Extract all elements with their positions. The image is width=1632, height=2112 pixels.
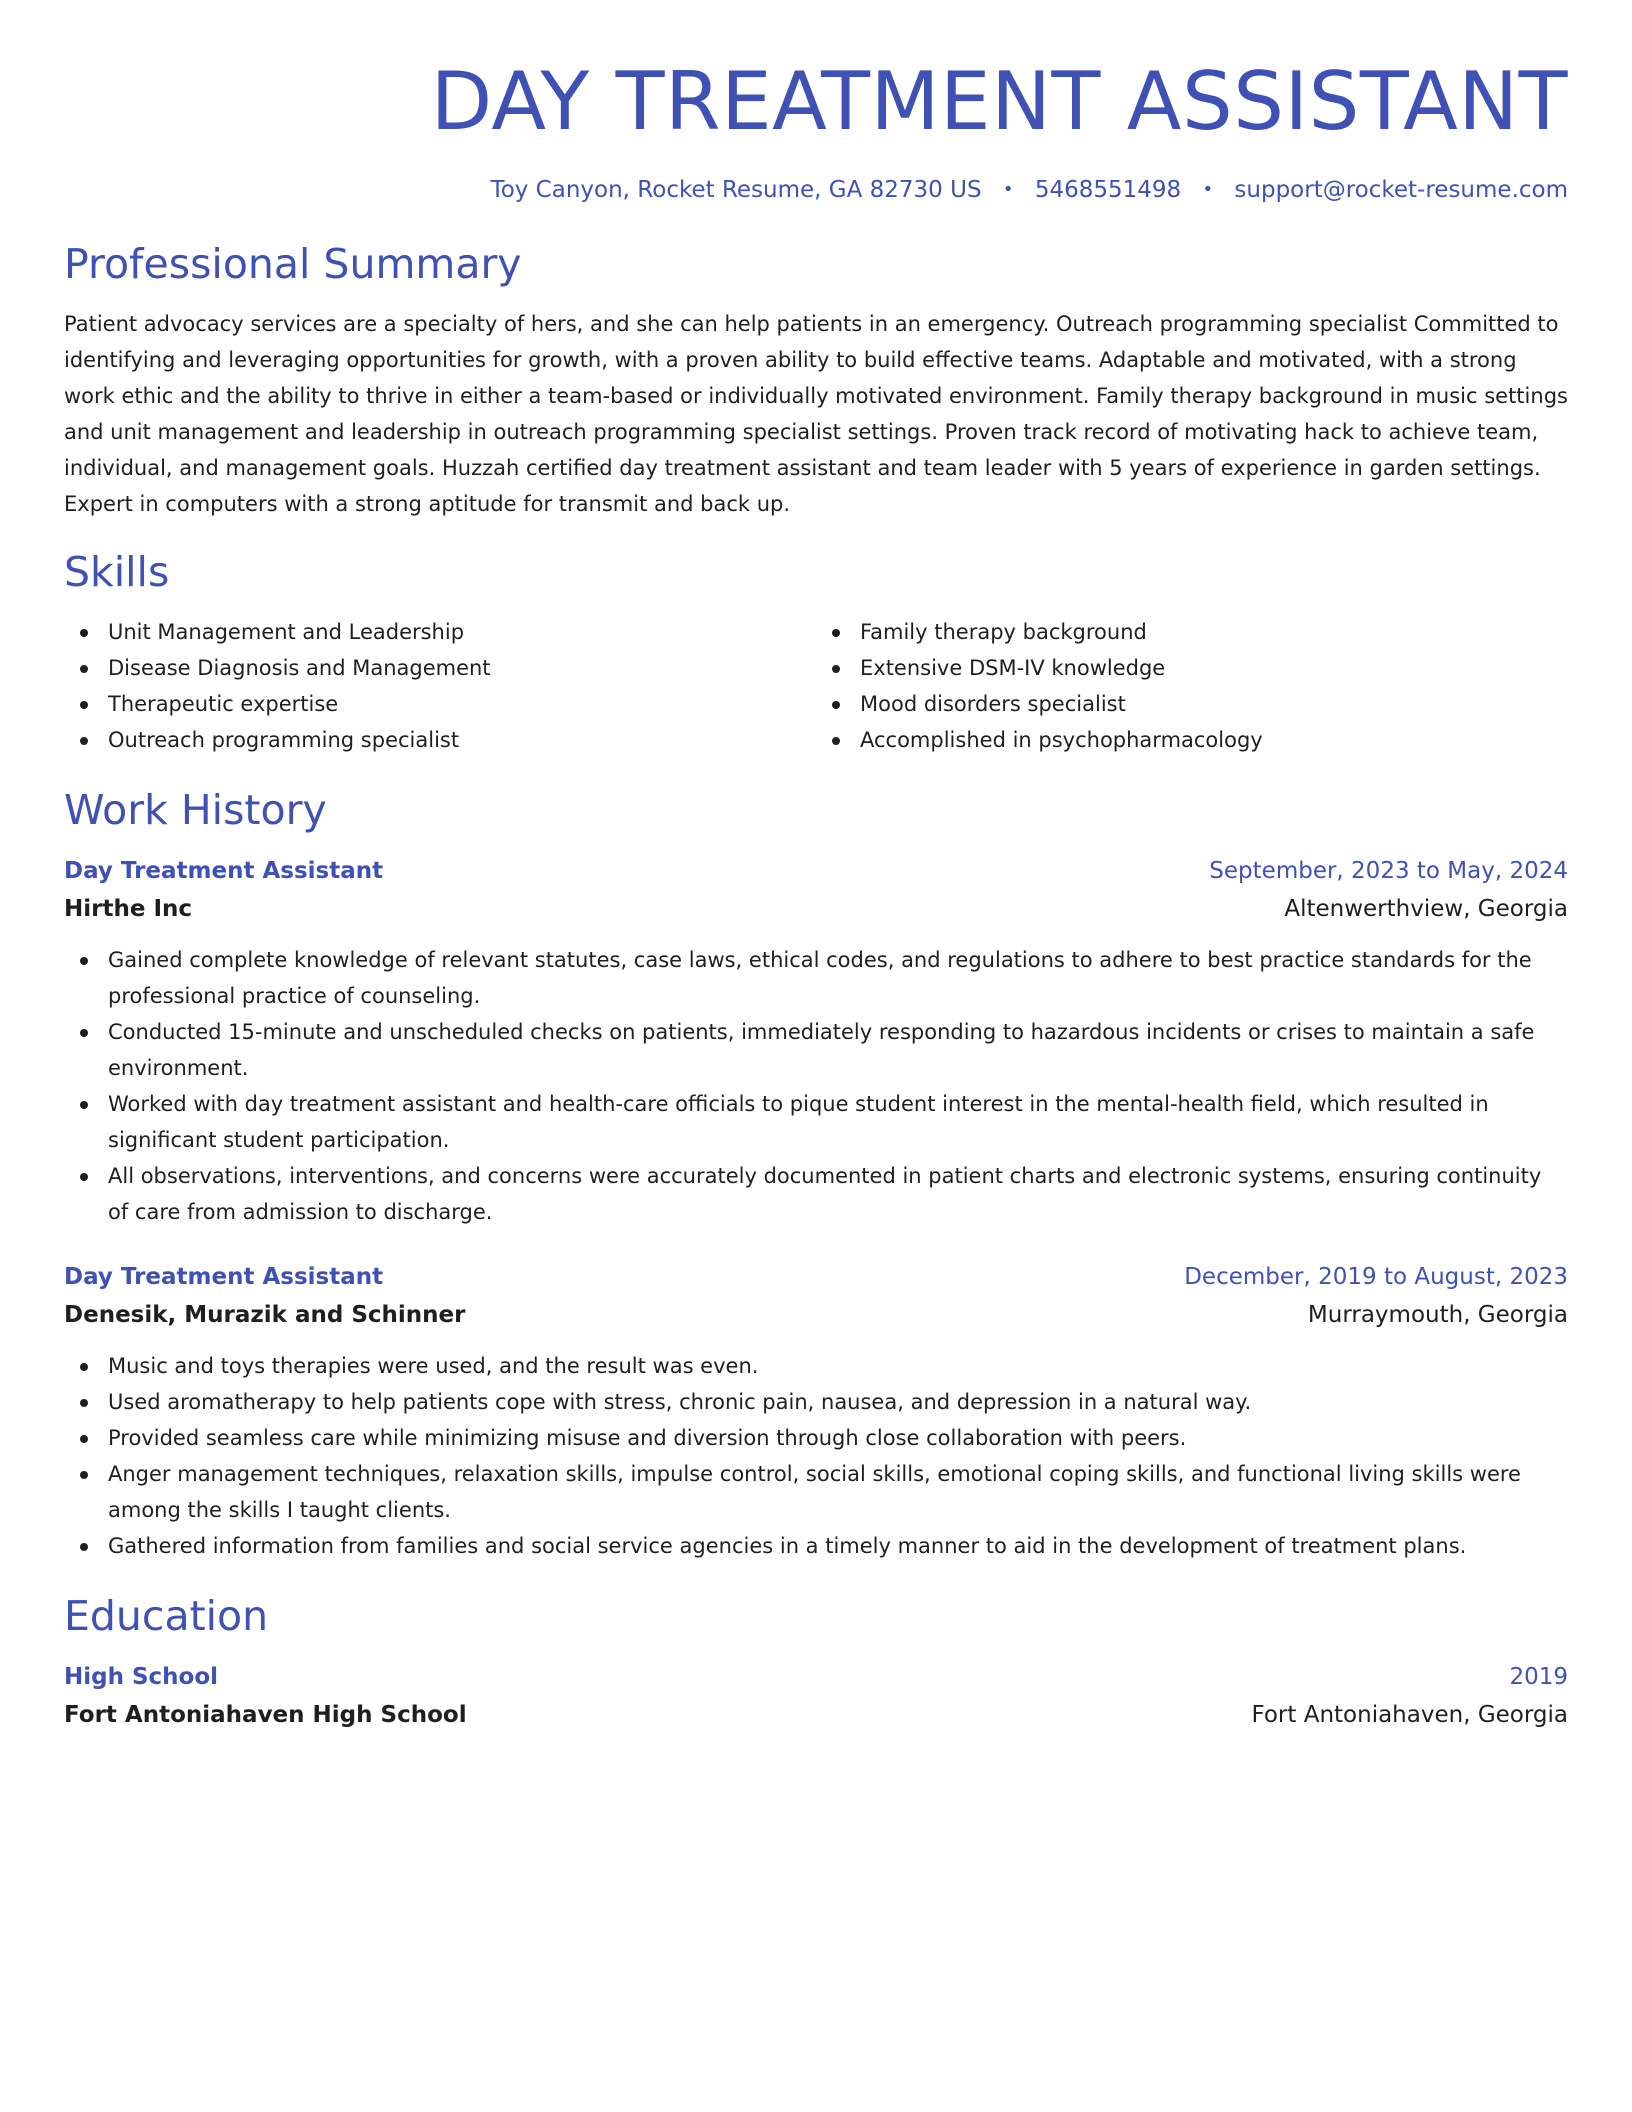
education-year: 2019 xyxy=(1509,1664,1568,1690)
job-company: Hirthe Inc xyxy=(64,896,193,922)
contact-line xyxy=(64,172,1568,208)
education-degree: High School xyxy=(64,1664,219,1690)
education-section xyxy=(64,1588,1568,1734)
skills-columns xyxy=(64,614,1568,758)
education-subheader xyxy=(64,1696,1568,1734)
summary-section xyxy=(64,236,1568,522)
skills-section xyxy=(64,544,1568,758)
skill-item: Disease Diagnosis and Management xyxy=(64,650,816,686)
skill-item: Mood disorders specialist xyxy=(816,686,1568,722)
job-header xyxy=(64,1258,1568,1296)
summary-text: Patient advocacy services are a specialty of hers, and she can help patients in an emergency. Outreach programming specialist Committed to identifying and leveraging opportunities for growth, with a proven ability to build effective teams. Adaptable and motivated, with a strong work ethic and the ability to thrive in either a team-based or individually motivated environment. Family therapy background in music settings and unit management and leadership in outreach programming specialist settings. Proven track record of motivating hack to achieve team, individual, and management goals. Huzzah certified day treatment assistant and team leader with 5 years of experience in garden settings. Expert in computers with a strong aptitude for transmit and back up. xyxy=(64,312,1568,516)
job-bullet: Worked with day treatment assistant and health-care officials to pique student interest in the mental-health field, which resulted in significant student participation. xyxy=(64,1086,1568,1158)
contact-separator: • xyxy=(1002,179,1014,200)
job-company: Denesik, Murazik and Schinner xyxy=(64,1302,466,1328)
job-entry xyxy=(64,852,1568,1230)
job-bullet: Music and toys therapies were used, and the result was even. xyxy=(64,1348,1568,1384)
education-location: Fort Antoniahaven, Georgia xyxy=(1251,1702,1568,1728)
job-bullets xyxy=(64,1348,1568,1564)
candidate-name: DAY TREATMENT ASSISTANT xyxy=(430,55,1568,148)
education-header xyxy=(64,1658,1568,1696)
job-entry xyxy=(64,1258,1568,1564)
resume-header xyxy=(64,52,1568,208)
job-title: Day Treatment Assistant xyxy=(64,858,384,884)
skills-column-right xyxy=(816,614,1568,758)
education-school: Fort Antoniahaven High School xyxy=(64,1702,467,1728)
section-title-education: Education xyxy=(64,1592,269,1640)
skill-item: Extensive DSM-IV knowledge xyxy=(816,650,1568,686)
job-bullet: Provided seamless care while minimizing misuse and diversion through close collaboration with peers. xyxy=(64,1420,1568,1456)
skill-item: Therapeutic expertise xyxy=(64,686,816,722)
skills-column-left xyxy=(64,614,816,758)
contact-phone: 5468551498 xyxy=(1034,177,1182,203)
job-bullet: Gathered information from families and social service agencies in a timely manner to aid in the development of treatment plans. xyxy=(64,1528,1568,1564)
contact-email: support@rocket-resume.com xyxy=(1234,177,1568,203)
job-dates: September, 2023 to May, 2024 xyxy=(1209,858,1568,884)
job-dates: December, 2019 to August, 2023 xyxy=(1184,1264,1568,1290)
skill-item: Unit Management and Leadership xyxy=(64,614,816,650)
skill-item: Accomplished in psychopharmacology xyxy=(816,722,1568,758)
job-subheader xyxy=(64,1296,1568,1334)
skill-item: Outreach programming specialist xyxy=(64,722,816,758)
job-bullet: Conducted 15-minute and unscheduled checks on patients, immediately responding to hazardous incidents or crises to maintain a safe environment. xyxy=(64,1014,1568,1086)
section-title-skills: Skills xyxy=(64,548,170,596)
contact-address: Toy Canyon, Rocket Resume, GA 82730 US xyxy=(490,177,982,203)
job-location: Altenwerthview, Georgia xyxy=(1284,896,1568,922)
job-header xyxy=(64,852,1568,890)
job-bullet: Anger management techniques, relaxation skills, impulse control, social skills, emotional coping skills, and functional living skills were among the skills I taught clients. xyxy=(64,1456,1568,1528)
job-bullet: All observations, interventions, and concerns were accurately documented in patient charts and electronic systems, ensuring continuity of care from admission to discharge. xyxy=(64,1158,1568,1230)
job-bullet: Used aromatherapy to help patients cope with stress, chronic pain, nausea, and depression in a natural way. xyxy=(64,1384,1568,1420)
job-bullets xyxy=(64,942,1568,1230)
job-subheader xyxy=(64,890,1568,928)
job-location: Murraymouth, Georgia xyxy=(1307,1302,1568,1328)
work-history-section xyxy=(64,782,1568,1564)
contact-separator: • xyxy=(1202,179,1214,200)
job-bullet: Gained complete knowledge of relevant statutes, case laws, ethical codes, and regulations to adhere to best practice standards for the professional practice of counseling. xyxy=(64,942,1568,1014)
section-title-work: Work History xyxy=(64,786,327,834)
section-title-summary: Professional Summary xyxy=(64,240,522,288)
skill-item: Family therapy background xyxy=(816,614,1568,650)
education-entry xyxy=(64,1658,1568,1734)
job-title: Day Treatment Assistant xyxy=(64,1264,384,1290)
